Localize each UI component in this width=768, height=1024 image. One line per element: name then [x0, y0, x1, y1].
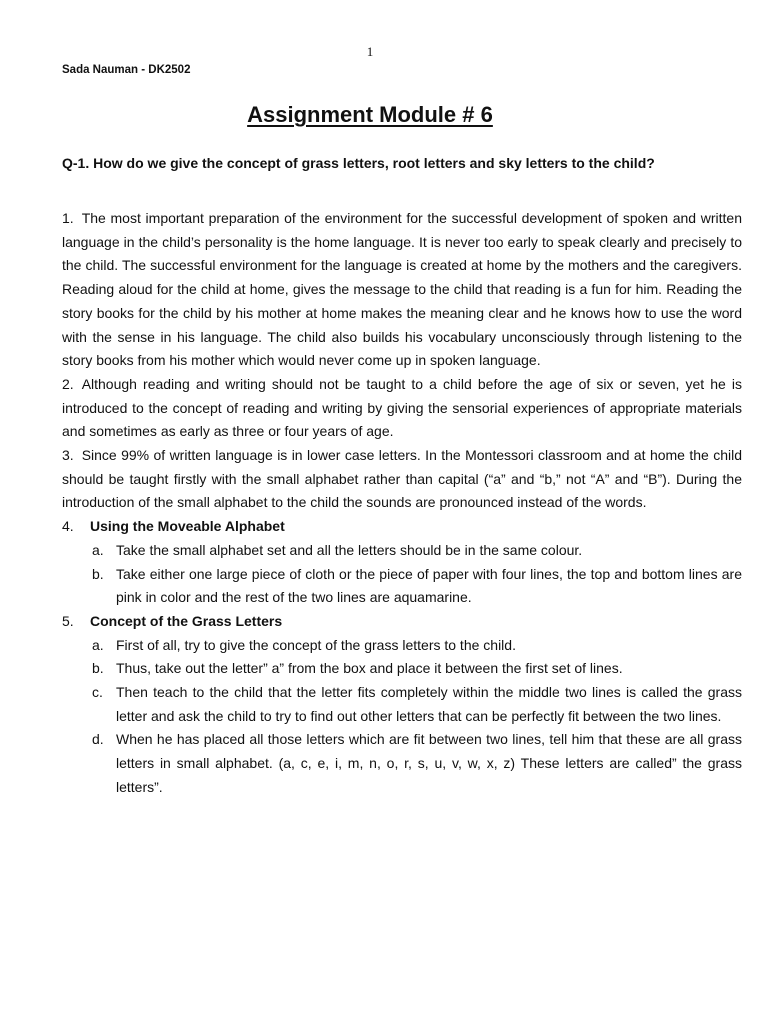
author-line: Sada Nauman - DK2502: [62, 64, 191, 76]
list-item-letter: a.: [92, 636, 104, 653]
page-title: Assignment Module # 6: [247, 102, 493, 127]
paragraph-text: The most important preparation of the environment for the successful development of spoken and written language in the child’s personality is the home language. It is never too early to speak clearly and precisely to the child. The successful environment for the language is created at home by the mothers and the caregivers. Reading aloud for the child at home, gives the message to the child that reading is a fun for him. Reading the story books for the child by his mother at home makes the meaning clear and he knows how to use the word with the sense in his language. The child also builds his vocabulary unconsciously through listening to the story books from his mother which would never come up in spoken language.: [62, 210, 742, 369]
section-5-list: [62, 634, 742, 800]
paragraph-text: Although reading and writing should not be taught to a child before the age of six or seven, yet he is introduced to the concept of reading and writing by giving the sensorial experiences of appropriate materials and sometimes as early as three or four years of age.: [62, 375, 742, 440]
list-item: [92, 681, 742, 728]
list-item: [92, 657, 742, 681]
section-number: 4.: [62, 518, 74, 535]
document-body: [62, 207, 742, 800]
list-item-letter: b.: [92, 565, 104, 582]
paragraph-text: Since 99% of written language is in lower case letters. In the Montessori classroom and at home the child should be taught firstly with the small alphabet rather than capital (“a” and “b,” not “A” and “B”). During the introduction of the small alphabet to the child the sounds are pronounced instead of the words.: [62, 447, 742, 511]
section-4-list: [62, 539, 742, 610]
paragraph-2: [62, 373, 742, 444]
list-item-letter: c.: [92, 684, 103, 701]
paragraph-number: 3.: [62, 447, 74, 464]
list-item: [92, 539, 742, 563]
paragraph-3: [62, 444, 742, 515]
list-item: [92, 634, 742, 658]
paragraph-number: 2.: [62, 375, 74, 392]
question-heading: Q-1. How do we give the concept of grass letters, root letters and sky letters to the child?: [62, 155, 655, 171]
list-item: [92, 728, 742, 799]
list-item-text: Take either one large piece of cloth or the piece of paper with four lines, the top and bottom lines are pink in color and the rest of the two lines are aquamarine.: [116, 565, 742, 606]
list-item-text: First of all, try to give the concept of the grass letters to the child.: [116, 636, 516, 653]
list-item-text: When he has placed all those letters which are fit between two lines, tell him that these are all grass letters in small alphabet. (a, c, e, i, m, n, o, r, s, u, v, w, x, z) These letters are called” the grass letters”.: [116, 731, 742, 795]
list-item-letter: a.: [92, 541, 104, 558]
section-number: 5.: [62, 612, 74, 629]
section-title: Using the Moveable Alphabet: [90, 518, 285, 535]
list-item-text: Then teach to the child that the letter fits completely within the middle two lines is called the grass letter and ask the child to try to find out other letters that can be perfectly fit between the two lines.: [116, 684, 742, 724]
list-item-letter: d.: [92, 731, 104, 748]
list-item: [92, 563, 742, 610]
list-item-text: Thus, take out the letter” a” from the box and place it between the first set of lines.: [116, 660, 623, 677]
section-title: Concept of the Grass Letters: [90, 612, 283, 629]
paragraph-number: 1.: [62, 210, 74, 226]
page-number: 1: [366, 44, 374, 59]
section-heading-5: [62, 610, 742, 634]
list-item-text: Take the small alphabet set and all the letters should be in the same colour.: [116, 541, 583, 558]
paragraph-1: [62, 207, 742, 373]
list-item-letter: b.: [92, 660, 104, 677]
section-heading-4: [62, 515, 742, 539]
